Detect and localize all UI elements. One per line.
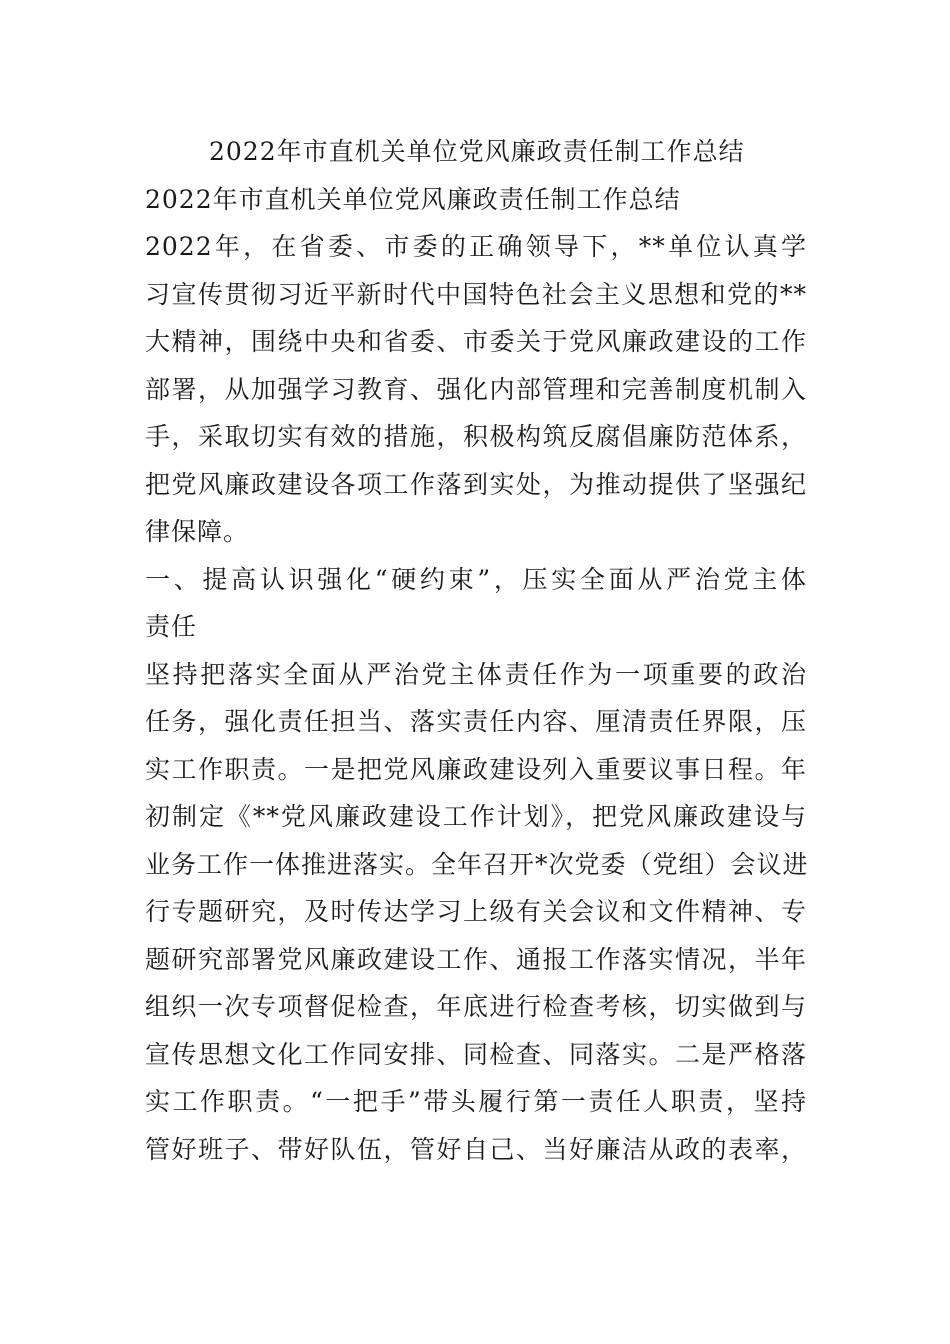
text-line: 2022年，在省委、市委的正确领导下，**单位认真学 xyxy=(145,232,807,261)
paragraph-section-1 xyxy=(145,651,807,1174)
text-line: 实工作职责。“一把手”带头履行第一责任人职责，坚持 xyxy=(145,1087,807,1116)
paragraph-intro xyxy=(145,223,807,556)
text-line: 手，采取切实有效的措施，积极构筑反腐倡廉防范体系， xyxy=(145,422,807,451)
text-line: 业务工作一体推进落实。全年召开*次党委（党组）会议进 xyxy=(145,849,809,879)
text-line: 习宣传贯彻习近平新时代中国特色社会主义思想和党的** xyxy=(145,279,807,309)
text-line: 行专题研究，及时传达学习上级有关会议和文件精神、专 xyxy=(145,897,807,926)
text-line: 坚持把落实全面从严治党主体责任作为一项重要的政治 xyxy=(145,659,807,689)
text-line: 一、提高认识强化“硬约束”，压实全面从严治党主体 xyxy=(145,564,807,594)
text-line: 组织一次专项督促检查，年底进行检查考核，切实做到与 xyxy=(145,992,807,1021)
text-line: 宣传思想文化工作同安排、同检查、同落实。二是严格落 xyxy=(145,1039,807,1069)
section-heading-1 xyxy=(145,556,807,651)
document-body xyxy=(145,128,807,1173)
text-line: 律保障。 xyxy=(145,517,250,546)
text-line: 部署，从加强学习教育、强化内部管理和完善制度机制入 xyxy=(145,374,807,404)
text-line: 任务，强化责任担当、落实责任内容、厘清责任界限，压 xyxy=(145,707,807,736)
text-line: 实工作职责。一是把党风廉政建设列入重要议事日程。年 xyxy=(145,754,807,784)
text-line: 责任 xyxy=(145,612,198,641)
text-line: 把党风廉政建设各项工作落到实处，为推动提供了坚强纪 xyxy=(145,469,807,499)
text-line: 管好班子、带好队伍，管好自己、当好廉洁从政的表率， xyxy=(145,1134,807,1164)
text-line: 初制定《**党风廉政建设工作计划》，把党风廉政建设与 xyxy=(145,802,807,831)
text-line: 题研究部署党风廉政建设工作、通报工作落实情况，半年 xyxy=(145,944,807,974)
text-line: 大精神，围绕中央和省委、市委关于党风廉政建设的工作 xyxy=(145,327,807,356)
document-subtitle: 2022年市直机关单位党风廉政责任制工作总结 xyxy=(145,184,681,214)
document-title: 2022年市直机关单位党风廉政责任制工作总结 xyxy=(209,137,745,166)
